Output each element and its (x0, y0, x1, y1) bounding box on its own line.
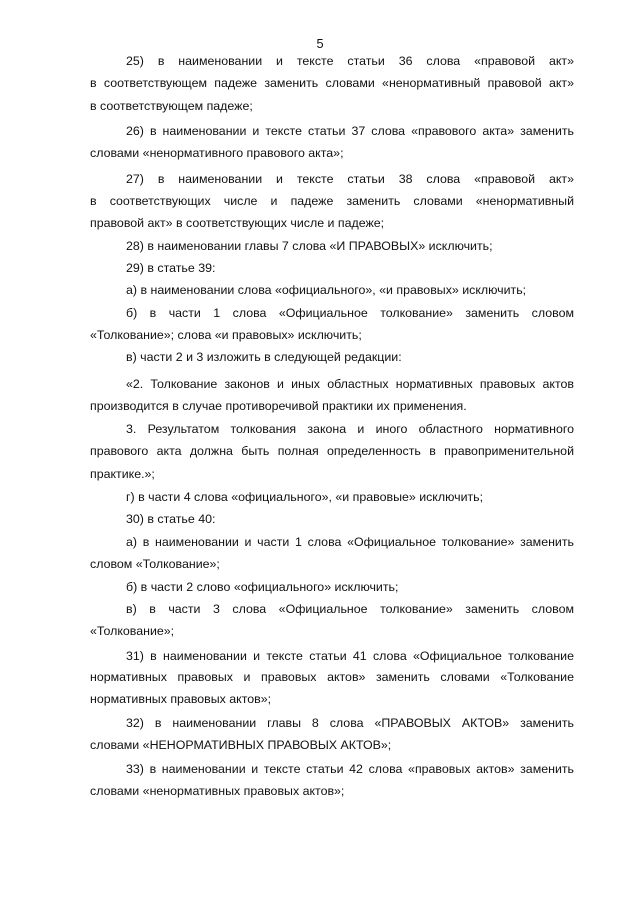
text-line: 33) в наименовании и тексте статьи 42 слова «правовых актов» заменить (126, 762, 574, 776)
page-number: 5 (316, 36, 324, 51)
text-line: 28) в наименовании главы 7 слова «И ПРАВОВЫХ» исключить; (126, 239, 493, 253)
text-line: г) в части 4 слова «официального», «и правовые» исключить; (126, 490, 484, 504)
text-line: нормативных правовых и правовых актов» заменить словами «Толкование (90, 670, 574, 684)
text-line: «Толкование»; (90, 624, 175, 638)
text-line: «Толкование»; слова «и правовых» исключить; (90, 328, 362, 342)
text-line: «2. Толкование законов и иных областных нормативных правовых актов (126, 377, 574, 391)
text-line: в) в части 3 слова «Официальное толкование» заменить словом (126, 602, 574, 616)
text-line: 29) в статье 39: (126, 261, 216, 275)
text-line: 26) в наименовании и тексте статьи 37 слова «правового акта» заменить (126, 124, 574, 138)
text-line: нормативных правовых актов»; (90, 692, 272, 706)
text-line: а) в наименовании и части 1 слова «Официальное толкование» заменить (126, 535, 574, 549)
text-line: словами «ненормативного правового акта»; (90, 146, 344, 160)
text-line: в соответствующем падеже заменить словами «ненормативный правовой акт» (90, 76, 574, 90)
text-line: 32) в наименовании главы 8 слова «ПРАВОВЫХ АКТОВ» заменить (126, 716, 574, 730)
text-line: словом «Толкование»; (90, 557, 220, 571)
text-line: 27) в наименовании и тексте статьи 38 слова «правовой акт» (126, 172, 574, 186)
text-line: 30) в статье 40: (126, 512, 216, 526)
text-line: в) части 2 и 3 изложить в следующей редакции: (126, 350, 402, 364)
text-line: правовой акт» в соответствующих числе и падеже; (90, 216, 385, 230)
text-line: в соответствующих числе и падеже заменить словами «ненормативный (90, 194, 574, 208)
text-line: практике.»; (90, 467, 155, 481)
text-line: 31) в наименовании и тексте статьи 41 слова «Официальное толкование (126, 649, 574, 663)
text-line: 3. Результатом толкования закона и иного областного нормативного (126, 422, 574, 436)
text-line: б) в части 1 слова «Официальное толкование» заменить словом (126, 306, 574, 320)
text-line: производится в случае противоречивой практики их применения. (90, 399, 467, 413)
text-line: правового акта должна быть полная определенность в правоприменительной (90, 444, 574, 458)
text-line: 25) в наименовании и тексте статьи 36 слова «правовой акт» (126, 54, 574, 68)
text-line: словами «НЕНОРМАТИВНЫХ ПРАВОВЫХ АКТОВ»; (90, 738, 392, 752)
text-line: а) в наименовании слова «официального», «и правовых» исключить; (126, 283, 527, 297)
text-line: в соответствующем падеже; (90, 99, 253, 113)
text-line: словами «ненормативных правовых актов»; (90, 784, 345, 798)
text-line: б) в части 2 слово «официального» исключить; (126, 580, 399, 594)
